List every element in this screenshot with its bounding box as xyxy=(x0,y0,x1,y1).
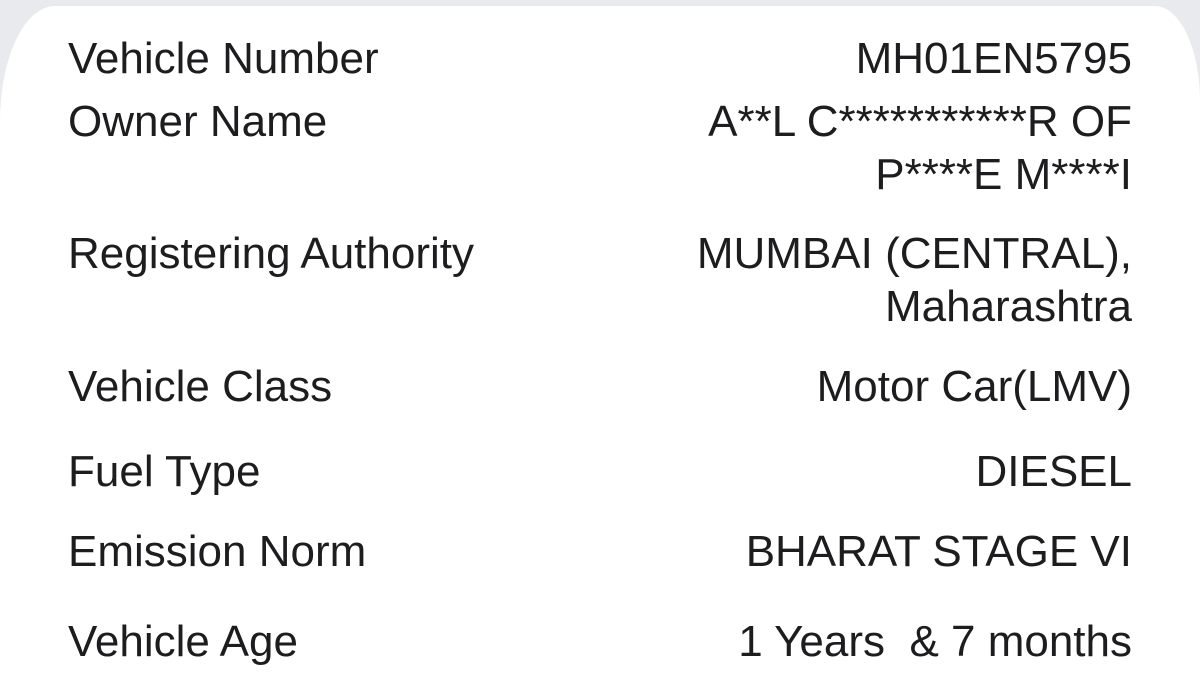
vehicle-details-card xyxy=(0,6,1200,675)
vehicle-number-label: Vehicle Number xyxy=(68,34,379,83)
registering-authority-value: MUMBAI (CENTRAL), Maharashtra xyxy=(696,229,1145,331)
row-emission-norm xyxy=(68,525,1132,578)
row-vehicle-number xyxy=(68,32,1132,85)
vehicle-age-value: 1 Years & 7 months xyxy=(738,617,1132,666)
vehicle-class-label: Vehicle Class xyxy=(68,362,333,411)
owner-name-value: A**L C***********R OF P****E M****I xyxy=(708,97,1145,199)
registering-authority-label: Registering Authority xyxy=(68,229,474,278)
row-owner-name xyxy=(68,95,1145,201)
emission-norm-label: Emission Norm xyxy=(68,527,367,576)
vehicle-age-label: Vehicle Age xyxy=(68,617,298,666)
row-vehicle-class xyxy=(68,360,1132,413)
fuel-type-value: DIESEL xyxy=(975,447,1132,496)
emission-norm-value: BHARAT STAGE VI xyxy=(745,527,1132,576)
vehicle-number-value: MH01EN5795 xyxy=(855,34,1132,83)
fuel-type-label: Fuel Type xyxy=(68,447,261,496)
vehicle-class-value: Motor Car(LMV) xyxy=(816,362,1132,411)
row-vehicle-age xyxy=(68,615,1132,668)
row-fuel-type xyxy=(68,445,1132,498)
row-registering-authority xyxy=(68,227,1145,333)
owner-name-label: Owner Name xyxy=(68,97,328,146)
